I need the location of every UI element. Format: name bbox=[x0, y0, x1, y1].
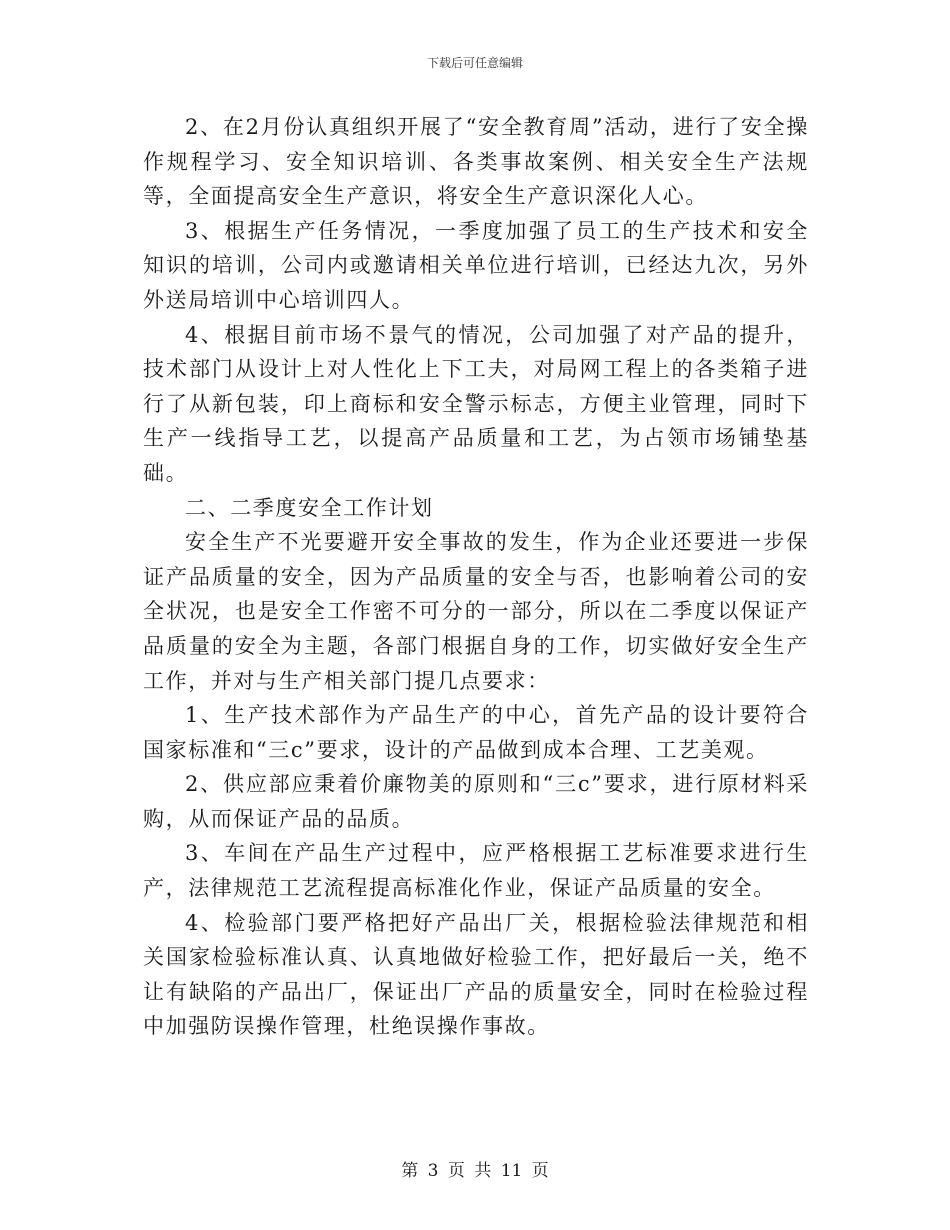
requirement-item-1: 1、生产技术部作为产品生产的中心，首先产品的设计要符合国家标准和“三c”要求，设计的产品做到成本合理、工艺美观。 bbox=[143, 703, 809, 762]
requirement-item-4: 4、检验部门要严格把好产品出厂关，根据检验法律规范和相关国家检验标准认真、认真地做好检验工作，把好最后一关，绝不让有缺陷的产品出厂，保证出厂产品的质量安全，同时在检验过程中加强防误操作管理，杜绝误操作事故。 bbox=[143, 910, 809, 1039]
paragraph-item-3: 3、根据生产任务情况，一季度加强了员工的生产技术和安全知识的培训，公司内或邀请相关单位进行培训，已经达九次，另外外送局培训中心培训四人。 bbox=[143, 218, 809, 312]
section-intro-paragraph: 安全生产不光要避开安全事故的发生，作为企业还要进一步保证产品质量的安全，因为产品质量的安全与否，也影响着公司的安全状况，也是安全工作密不可分的一部分，所以在二季度以保证产品质量的安全为主题，各部门根据自身的工作，切实做好安全生产工作，并对与生产相关部门提几点要求： bbox=[143, 530, 809, 693]
paragraph-item-4: 4、根据目前市场不景气的情况，公司加强了对产品的提升，技术部门从设计上对人性化上下工夫，对局网工程上的各类箱子进行了从新包装，印上商标和安全警示标志，方便主业管理，同时下生产一线指导工艺，以提高产品质量和工艺，为占领市场铺垫基础。 bbox=[143, 322, 809, 485]
requirement-item-2: 2、供应部应秉着价廉物美的原则和“三c”要求，进行原材料采购，从而保证产品的品质。 bbox=[143, 772, 809, 831]
section-heading: 二、二季度安全工作计划 bbox=[185, 495, 434, 520]
paragraph-item-2: 2、在2月份认真组织开展了“安全教育周”活动，进行了安全操作规程学习、安全知识培训、各类事故案例、相关安全生产法规等，全面提高安全生产意识，将安全生产意识深化人心。 bbox=[143, 115, 809, 209]
page-footer: 第 3 页 共 11 页 bbox=[401, 1161, 549, 1181]
page-header: 下载后可任意编辑 bbox=[426, 56, 523, 70]
requirement-item-3: 3、车间在产品生产过程中，应严格根据工艺标准要求进行生产，法律规范工艺流程提高标准化作业，保证产品质量的安全。 bbox=[143, 841, 809, 901]
document-body bbox=[143, 110, 809, 1044]
